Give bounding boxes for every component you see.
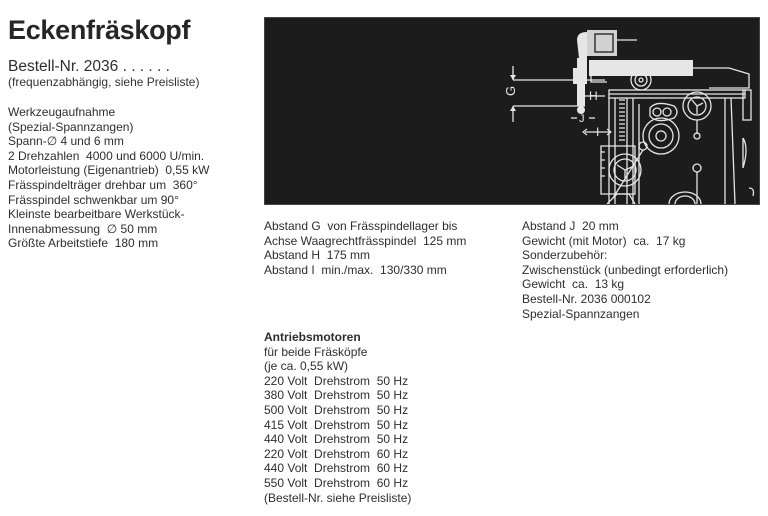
machine-drawing	[264, 17, 760, 205]
motor-line: 380 Volt Drehstrom 50 Hz	[264, 388, 409, 403]
section-heading: Antriebsmotoren	[264, 330, 361, 344]
motor-line: 220 Volt Drehstrom 50 Hz	[264, 373, 409, 388]
page-title: Eckenfräskopf	[8, 15, 191, 45]
spec-list-right	[522, 219, 728, 321]
motor-line: 440 Volt Drehstrom 60 Hz	[264, 461, 409, 476]
label-j: J	[579, 113, 585, 125]
spec-line: Abstand I min./max. 130/330 mm	[264, 262, 447, 277]
drive-motors-section	[264, 330, 411, 505]
spec-line: Frässpindelträger drehbar um 360°	[8, 177, 198, 192]
label-g: G	[503, 85, 518, 96]
milling-machine-diagram	[265, 18, 759, 204]
motor-line: 220 Volt Drehstrom 60 Hz	[264, 446, 409, 461]
motor-line: 550 Volt Drehstrom 60 Hz	[264, 475, 409, 490]
motor-line: (Bestell-Nr. siehe Preisliste)	[264, 490, 412, 505]
spec-line: (Spezial-Spannzangen)	[8, 119, 134, 134]
spec-line: Gewicht (mit Motor) ca. 17 kg	[522, 233, 686, 248]
spec-line: Bestell-Nr. 2036 000102	[522, 291, 651, 306]
motor-line: 415 Volt Drehstrom 50 Hz	[264, 417, 409, 432]
motor-line: für beide Fräsköpfe	[264, 344, 368, 359]
spec-line: Gewicht ca. 13 kg	[522, 277, 625, 292]
motor-line: 500 Volt Drehstrom 50 Hz	[264, 402, 409, 417]
spec-line: Kleinste bearbeitbare Werkstück-	[8, 207, 185, 222]
spec-list-middle	[264, 219, 466, 277]
spec-line: Spann-∅ 4 und 6 mm	[8, 134, 124, 149]
spec-line: Achse Waagrechtfrässpindel 125 mm	[264, 233, 467, 248]
spec-list-left	[8, 105, 209, 251]
motor-line: (je ca. 0,55 kW)	[264, 359, 349, 374]
spec-line: Spezial-Spannzangen	[522, 306, 640, 321]
motor-line: 440 Volt Drehstrom 50 Hz	[264, 432, 409, 447]
spec-line: Abstand G von Frässpindellager bis	[264, 219, 458, 233]
label-h: H	[589, 89, 598, 103]
spec-line: Größte Arbeitstiefe 180 mm	[8, 236, 159, 251]
order-note: (frequenzabhängig, siehe Preisliste)	[8, 75, 200, 89]
spec-line: Werkzeugaufnahme	[8, 105, 116, 119]
spec-line: Innenabmessung ∅ 50 mm	[8, 221, 158, 236]
spec-line: 2 Drehzahlen 4000 und 6000 U/min.	[8, 148, 205, 163]
spec-line: Sonderzubehör:	[522, 248, 608, 263]
spec-line: Abstand H 175 mm	[264, 248, 371, 263]
spec-line: Frässpindel schwenkbar um 90°	[8, 192, 179, 207]
spec-line: Zwischenstück (unbedingt erforderlich)	[522, 262, 729, 277]
order-number: Bestell-Nr. 2036 . . . . . .	[8, 58, 170, 75]
spec-line: Abstand J 20 mm	[522, 219, 619, 233]
label-i: I	[596, 125, 600, 139]
spec-line: Motorleistung (Eigenantrieb) 0,55 kW	[8, 163, 210, 178]
